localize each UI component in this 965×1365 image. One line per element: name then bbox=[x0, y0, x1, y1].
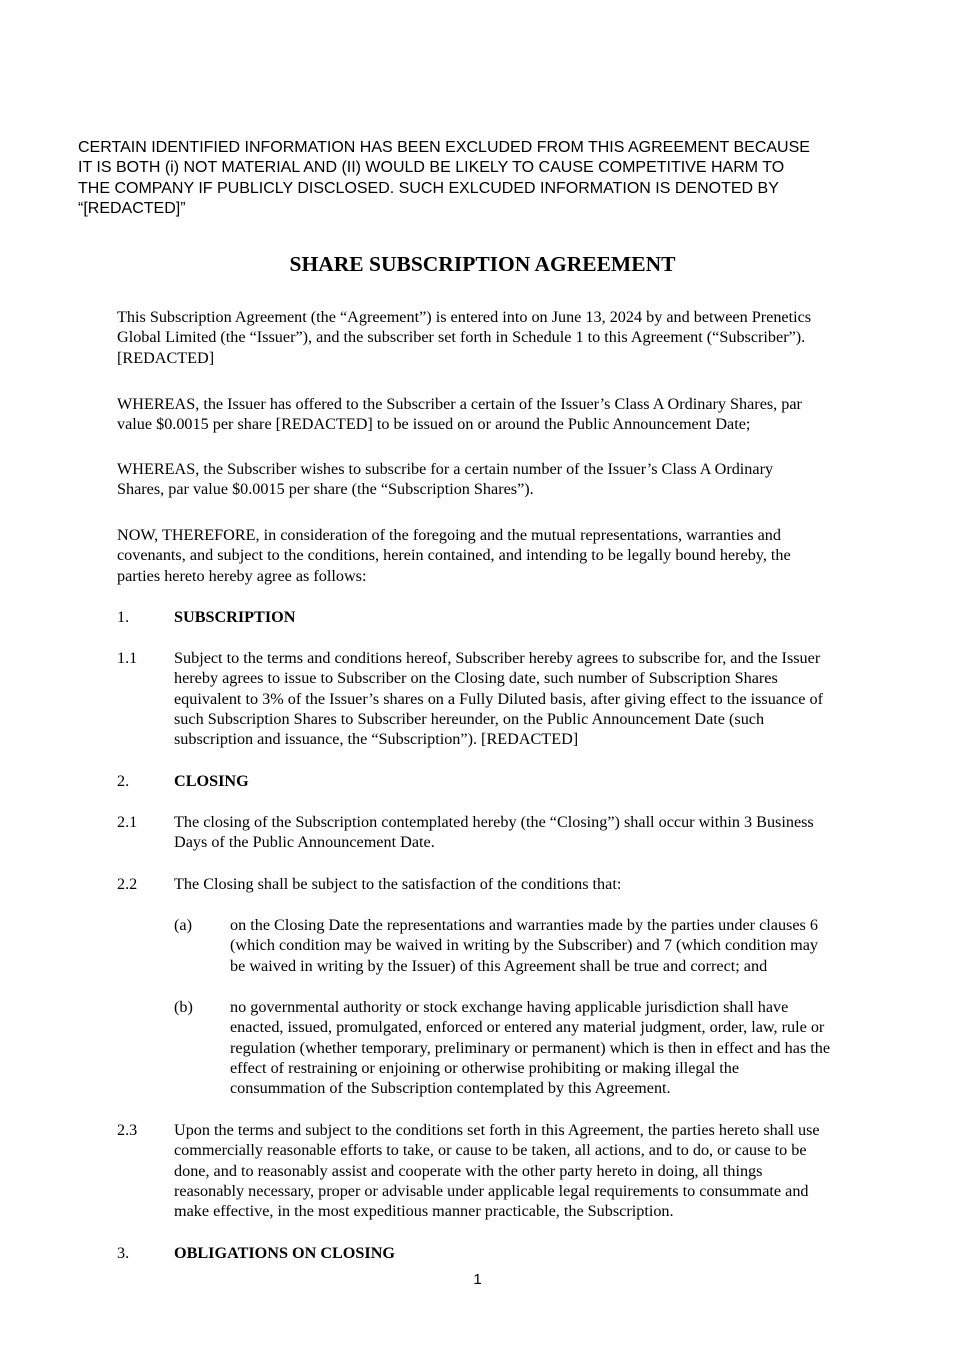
document-title: SHARE SUBSCRIPTION AGREEMENT bbox=[289, 252, 676, 276]
subclause-label: (b) bbox=[174, 998, 193, 1016]
clause-line: equivalent to 3% of the Issuer’s shares on a Fully Diluted basis, after giving effect to the issuance of bbox=[174, 689, 823, 708]
section-title: CLOSING bbox=[174, 772, 249, 790]
notice-line: CERTAIN IDENTIFIED INFORMATION HAS BEEN EXCLUDED FROM THIS AGREEMENT BECAUSE bbox=[78, 139, 810, 156]
clause-line: reasonably necessary, proper or advisable under applicable legal requirements to consummate and bbox=[174, 1181, 809, 1200]
paragraph-line: This Subscription Agreement (the “Agreement”) is entered into on June 13, 2024 by and between Prenetics bbox=[117, 308, 812, 326]
section-number: 2. bbox=[117, 772, 130, 790]
intro-paragraph bbox=[117, 307, 907, 368]
clause-line: effect of restraining or enjoining or otherwise prohibiting or making illegal the bbox=[230, 1058, 740, 1077]
notice-line: “[REDACTED]” bbox=[78, 199, 186, 217]
clause-number: 2.1 bbox=[117, 813, 138, 831]
paragraph-line: Shares, par value $0.0015 per share (the “Subscription Shares”). bbox=[117, 480, 534, 499]
clause-line: make effective, in the most expeditious manner practicable, the Subscription. bbox=[174, 1202, 674, 1221]
clause-number: 1.1 bbox=[117, 649, 138, 667]
clause-line: consummation of the Subscription contemplated by this Agreement. bbox=[230, 1079, 671, 1098]
clause-line: Subject to the terms and conditions hereof, Subscriber hereby agrees to subscribe for, and the Issuer bbox=[174, 649, 821, 667]
redaction-notice bbox=[78, 138, 908, 219]
subclause-label: (a) bbox=[174, 916, 192, 934]
paragraph-line: covenants, and subject to the conditions, herein contained, and intending to be legally bound hereby, the bbox=[117, 546, 791, 565]
paragraph-line: WHEREAS, the Subscriber wishes to subscribe for a certain number of the Issuer’s Class A Ordinary bbox=[117, 460, 774, 478]
now-therefore-paragraph bbox=[117, 525, 907, 586]
notice-line: IT IS BOTH (i) NOT MATERIAL AND (II) WOULD BE LIKELY TO CAUSE COMPETITIVE HARM TO bbox=[78, 159, 785, 177]
clause-line: (which condition may be waived in writing by the Subscriber) and 7 (which condition may bbox=[230, 936, 819, 955]
paragraph-line: parties hereto hereby agree as follows: bbox=[117, 566, 367, 585]
paragraph-line: Global Limited (the “Issuer”), and the subscriber set forth in Schedule 1 to this Agreement (“Subscriber”). bbox=[117, 328, 806, 347]
clause-line: done, and to reasonably assist and cooperate with the other party hereto in doing, all things bbox=[174, 1161, 763, 1180]
notice-line: THE COMPANY IF PUBLICLY DISCLOSED. SUCH EXLCUDED INFORMATION IS DENOTED BY bbox=[78, 179, 779, 197]
clause-line: subscription and issuance, the “Subscription”). [REDACTED] bbox=[174, 730, 579, 749]
paragraph-line: value $0.0015 per share [REDACTED] to be issued on or around the Public Announcement Date; bbox=[117, 415, 751, 434]
paragraph-line: NOW, THEREFORE, in consideration of the foregoing and the mutual representations, warranties and bbox=[117, 526, 781, 544]
section-title: OBLIGATIONS ON CLOSING bbox=[174, 1244, 395, 1262]
clause-line: be waived in writing by the Issuer) of this Agreement shall be true and correct; and bbox=[230, 956, 768, 975]
whereas-paragraph-1 bbox=[117, 394, 907, 435]
clause-line: Upon the terms and subject to the conditions set forth in this Agreement, the parties hereto shall use bbox=[174, 1121, 820, 1139]
section-title: SUBSCRIPTION bbox=[174, 608, 296, 626]
clause-line: enacted, issued, promulgated, enforced or entered any material judgment, order, law, rule or bbox=[230, 1018, 825, 1037]
paragraph-line: [REDACTED] bbox=[117, 348, 215, 367]
section-number: 1. bbox=[117, 608, 130, 626]
paragraph-line: WHEREAS, the Issuer has offered to the Subscriber a certain of the Issuer’s Class A Ordinary Shares, par bbox=[117, 395, 802, 413]
clause-line: no governmental authority or stock exchange having applicable jurisdiction shall have bbox=[230, 998, 789, 1016]
clause-line: regulation (whether temporary, preliminary or permanent) which is then in effect and has the bbox=[230, 1038, 831, 1057]
clause-number: 2.3 bbox=[117, 1121, 138, 1139]
section-number: 3. bbox=[117, 1244, 130, 1262]
clause-line: The closing of the Subscription contemplated hereby (the “Closing”) shall occur within 3 Business bbox=[174, 813, 814, 831]
clause-line: hereby agrees to issue to Subscriber on the Closing date, such number of Subscription Shares bbox=[174, 669, 778, 688]
clause-line: The Closing shall be subject to the satisfaction of the conditions that: bbox=[174, 875, 622, 893]
page-number: 1 bbox=[473, 1271, 482, 1288]
clause-line: such Subscription Shares to Subscriber hereunder, on the Public Announcement Date (such bbox=[174, 709, 765, 728]
clause-line: Days of the Public Announcement Date. bbox=[174, 833, 435, 852]
clause-number: 2.2 bbox=[117, 875, 138, 893]
clause-line: commercially reasonable efforts to take, or cause to be taken, all actions, and to do, or cause to be bbox=[174, 1141, 807, 1160]
clause-line: on the Closing Date the representations and warranties made by the parties under clauses 6 bbox=[230, 916, 818, 934]
whereas-paragraph-2 bbox=[117, 459, 907, 500]
